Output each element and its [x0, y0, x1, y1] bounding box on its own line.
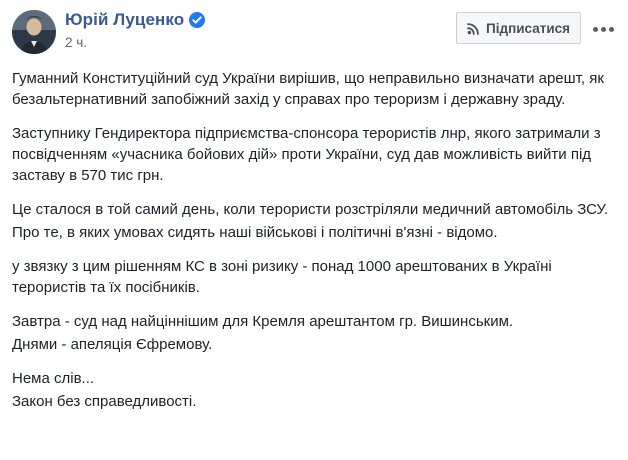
post-timestamp[interactable]: 2 ч.: [65, 35, 88, 50]
author-name[interactable]: Юрій Луценко: [65, 10, 185, 29]
post-header: [0, 0, 628, 54]
post-paragraph: Про те, в яких умовах сидять наші військові і політичні в'язні - відомо.: [12, 224, 498, 241]
post-paragraph: Нема слів...: [12, 370, 95, 387]
post-message: [0, 54, 628, 412]
post-paragraph: Завтра - суд над найціннішим для Кремля арештантом гр. Вишинським.: [12, 313, 514, 330]
avatar[interactable]: [12, 10, 56, 54]
rss-icon: [467, 22, 480, 35]
post-header-actions: [456, 10, 616, 44]
author-name-row: [65, 11, 456, 28]
post-paragraph: Закон без справедливості.: [12, 393, 197, 410]
post-paragraph: Це сталося в той самий день, коли терористи розстріляли медичний автомобіль ЗСУ.: [12, 201, 609, 218]
follow-button[interactable]: [456, 12, 581, 44]
follow-button-label: Підписатися: [486, 20, 570, 36]
post-paragraph: Заступнику Гендиректора підприємства-спонсора терористів лнр, якого затримали з посвідченням «учасника бойових дій» проти України, суд дав можливість вийти під заставу в 570 тис грн.: [12, 125, 601, 184]
post-author-block: [65, 10, 456, 50]
post-paragraph: Гуманний Конституційний суд України вирішив, що неправильно визначати арешт, як безальтернативний запобіжний захід у справах про тероризм і державну зраду.: [12, 70, 604, 108]
post-paragraph: у звязку з цим рішенням КС в зоні ризику - понад 1000 арештованих в Україні терористів та їх посібників.: [12, 258, 552, 296]
post-paragraph: Днями - апеляція Єфремову.: [12, 336, 213, 353]
verified-badge-icon: [189, 12, 205, 28]
more-options-icon[interactable]: [593, 25, 614, 32]
